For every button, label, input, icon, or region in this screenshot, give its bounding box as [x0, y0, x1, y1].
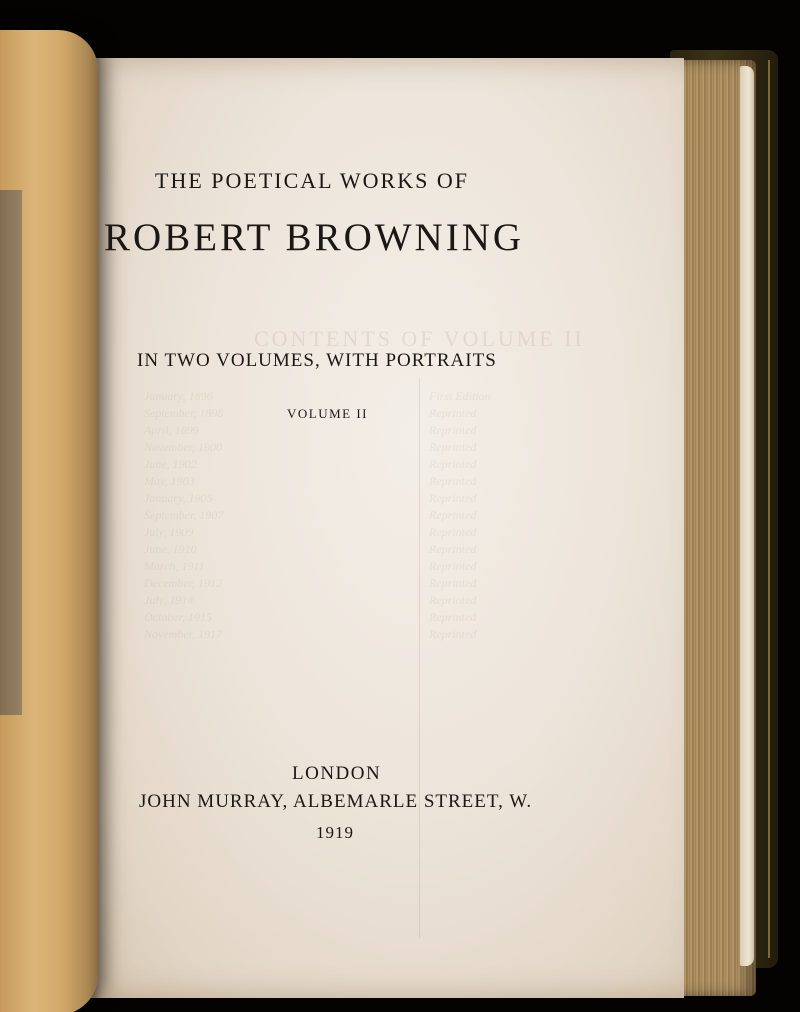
edition-line: IN TWO VOLUMES, WITH PORTRAITS — [137, 350, 497, 371]
imprint-publisher: JOHN MURRAY, ALBEMARLE STREET, W. — [139, 791, 533, 812]
title-page — [84, 58, 684, 998]
page-edge-highlight — [740, 66, 754, 966]
facing-page-curl — [0, 30, 98, 1012]
author-title: ROBERT BROWNING — [104, 216, 525, 259]
show-through-divider — [419, 378, 420, 938]
volume-label: VOLUME II — [287, 406, 369, 421]
gilt-border-line — [768, 60, 770, 958]
imprint-city: LONDON — [292, 763, 382, 784]
frontispiece-plate — [0, 190, 22, 715]
show-through-heading: CONTENTS OF VOLUME II — [254, 326, 585, 351]
show-through-column-right: First Edition Reprinted Reprinted Reprinted Reprinted Reprinted Reprinted Reprinted Reprinted Reprinted Reprinted Reprinted Reprinted Reprinted Reprinted — [429, 389, 491, 641]
pre-title: THE POETICAL WORKS OF — [155, 168, 469, 193]
show-through-column-left: January, 1896 September, 1898 April, 1899 November, 1900 June, 1902 May, 1903 January, 1905 September, 1907 July, 1909 June, 1910 March, 1911 December, 1912 July, 1914 October, 1915 November, 1917 — [144, 389, 224, 641]
imprint-year: 1919 — [316, 823, 354, 842]
